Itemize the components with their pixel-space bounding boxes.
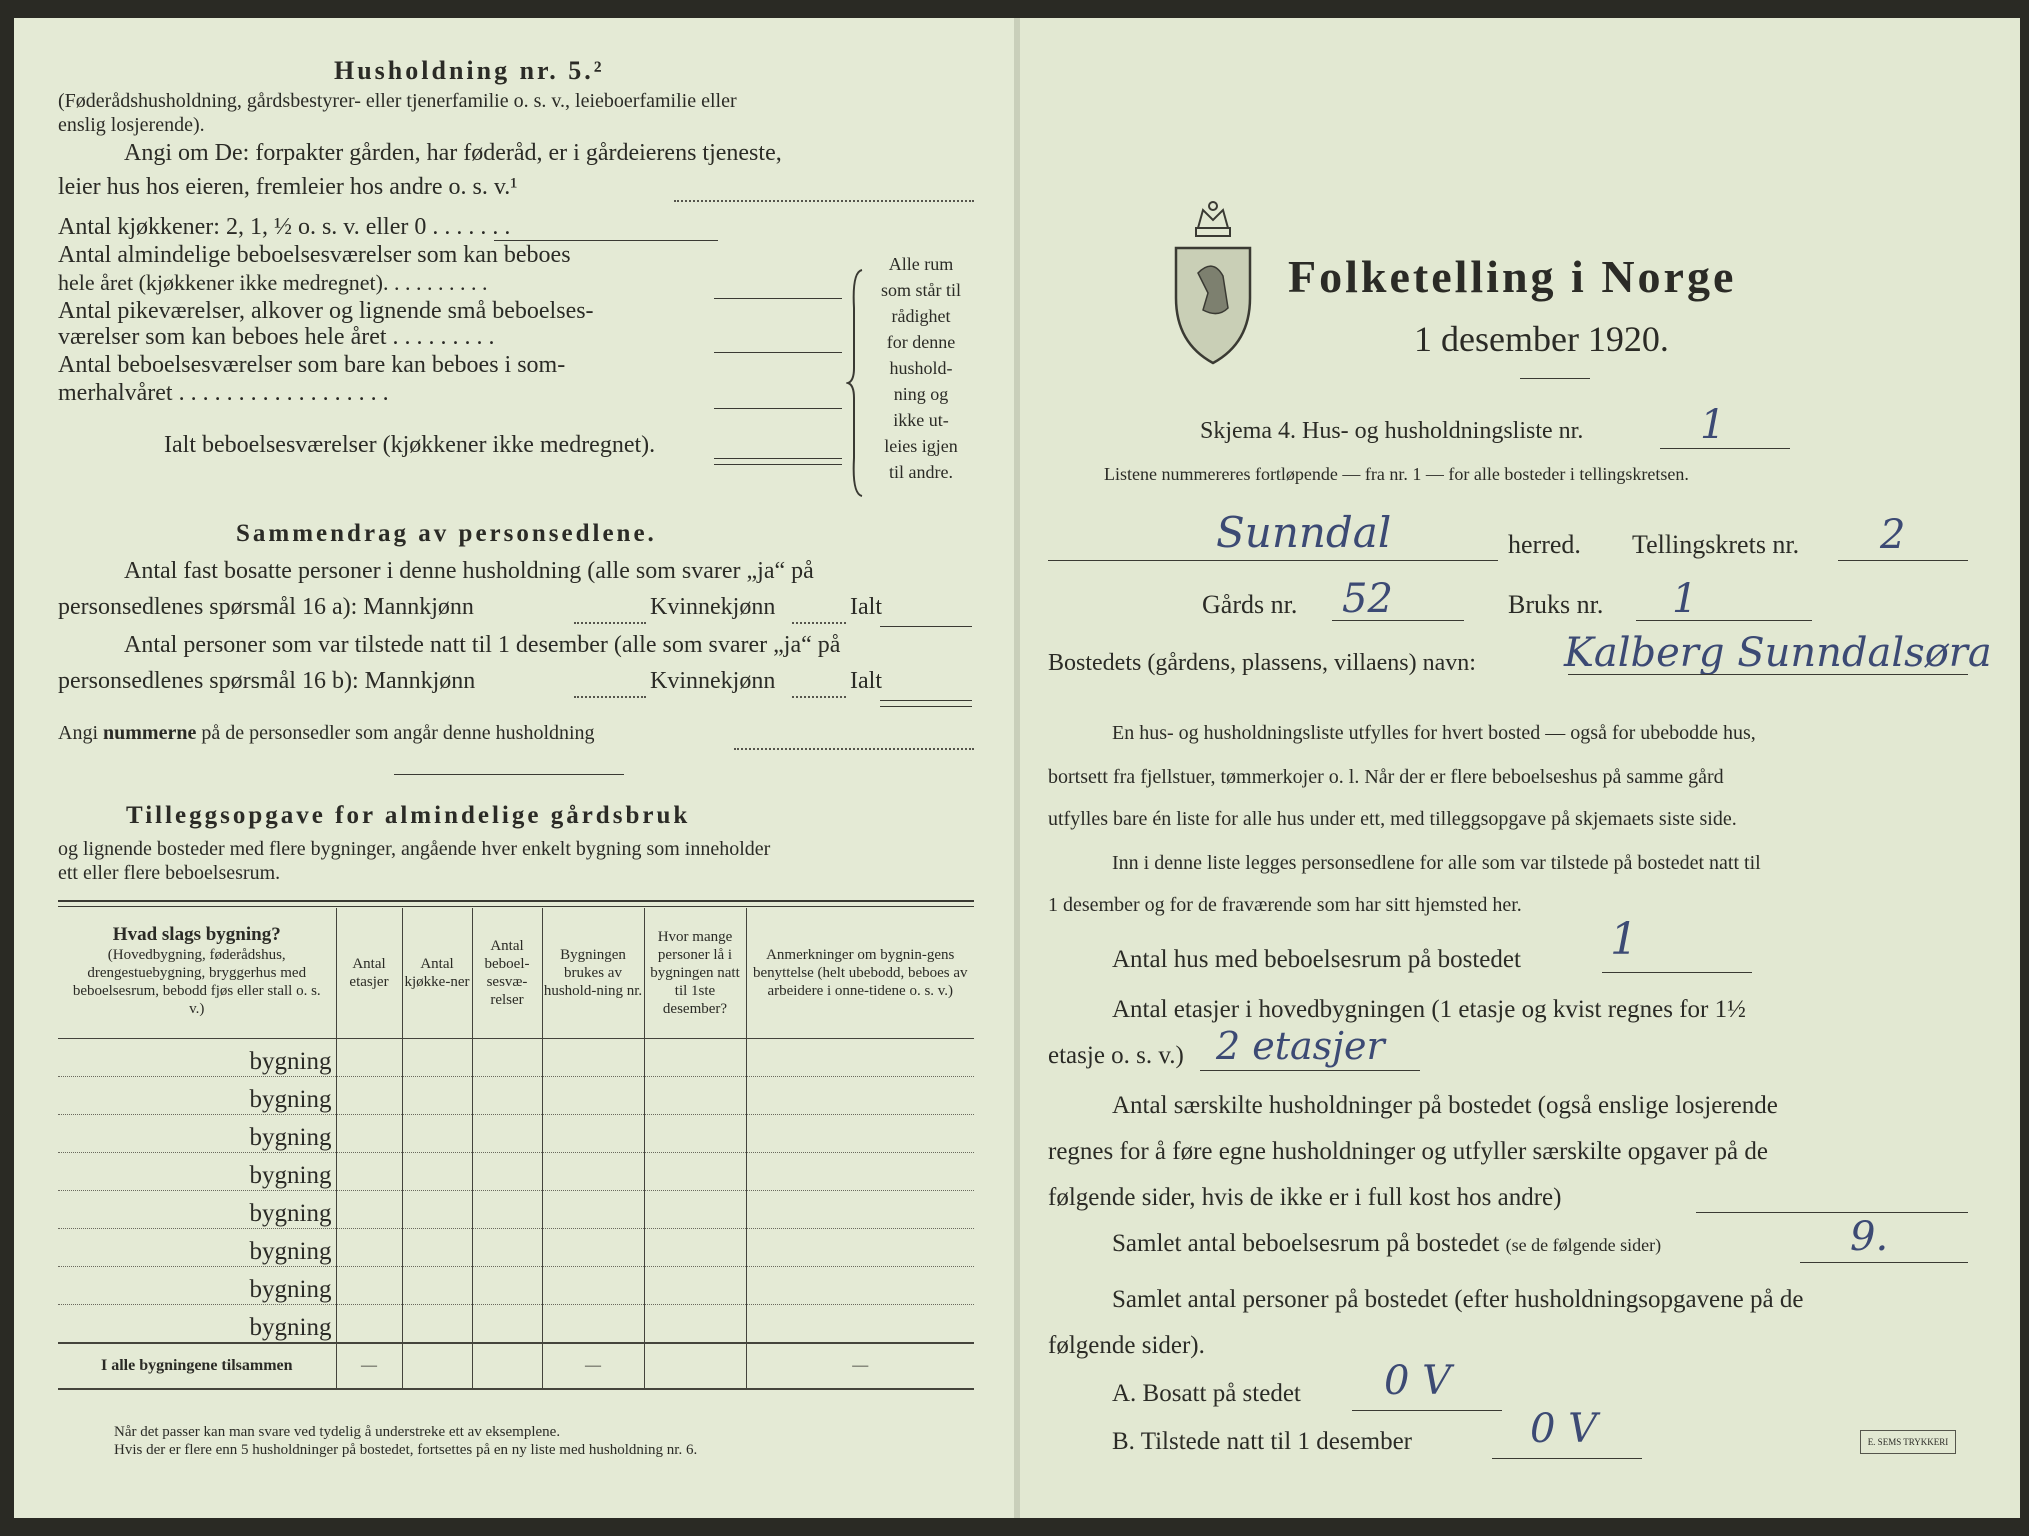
- rooms-kitchens: Antal kjøkkener: 2, 1, ½ o. s. v. eller 0 . . . . . . .: [58, 214, 511, 240]
- q-hus-label: Antal hus med beboelsesrum på bostedet: [1112, 946, 1521, 973]
- col-kitchens: Antal kjøkke-ner: [402, 908, 472, 1038]
- table-row: bygning: [58, 1190, 974, 1228]
- table-row: bygning: [58, 1152, 974, 1190]
- table-row: bygning: [58, 1114, 974, 1152]
- q-hush-line-2: regnes for å føre egne husholdninger og utfyller særskilte opgaver på de: [1048, 1138, 1768, 1165]
- a-bosatt-value: 0 V: [1384, 1358, 1452, 1404]
- coat-of-arms-icon: [1168, 198, 1258, 368]
- a-bosatt-label: A. Bosatt på stedet: [1112, 1380, 1301, 1407]
- q-etasjer-line-2: etasje o. s. v.): [1048, 1042, 1184, 1069]
- q-etasjer-value: 2 etasjer: [1216, 1024, 1385, 1068]
- side-note-line: til andre.: [889, 462, 953, 482]
- rooms-ordinary-2: hele året (kjøkkener ikke medregnet). . . . . . . . . .: [58, 270, 488, 295]
- summary-title: Sammendrag av personsedlene.: [236, 520, 657, 547]
- q-hush-line-1: Antal særskilte husholdninger på bostedet (også enslige losjerende: [1112, 1092, 1778, 1119]
- col-persons: Hvor mange personer lå i bygningen natt til 1ste desember?: [644, 908, 746, 1038]
- col-household-nr: Bygningen brukes av hushold-ning nr.: [542, 908, 644, 1038]
- footnote-2: Hvis der er flere enn 5 husholdninger på bostedet, fortsettes på en ny liste med husholdning nr. 6.: [114, 1442, 698, 1458]
- side-note-line: leies igjen: [884, 436, 958, 456]
- intro-line-4: Inn i denne liste legges personsedlene for alle som var tilstede på bostedet natt til: [1112, 852, 1761, 874]
- rooms-total: Ialt beboelsesværelser (kjøkkener ikke medregnet).: [164, 432, 656, 458]
- col-rooms: Antal beboel-sesvæ-relser: [472, 908, 542, 1038]
- skjema-line: Skjema 4. Hus- og husholdningsliste nr.: [1200, 418, 1584, 444]
- q-rum-value: 9.: [1850, 1214, 1889, 1260]
- list-number-value: 1: [1700, 402, 1726, 448]
- summary-line-2: personsedlenes spørsmål 16 a): Mannkjønn: [58, 594, 474, 620]
- kvinne-label-a: Kvinnekjønn: [650, 594, 776, 620]
- q-pers-line-1: Samlet antal personer på bostedet (efter husholdningsopgavene på de: [1112, 1286, 1804, 1313]
- table-total-row: I alle bygningene tilsammen — — —: [58, 1343, 974, 1389]
- tellingskrets-value: 2: [1880, 512, 1906, 558]
- intro-line-2: bortsett fra fjellstuer, tømmerkojer o. l. Når der er flere beboelseshus på samme gård: [1048, 766, 1724, 788]
- bosted-value: Kalberg Sunndalsøra: [1564, 630, 1992, 676]
- b-tilstede-label: B. Tilstede natt til 1 desember: [1112, 1428, 1412, 1455]
- left-page: [14, 18, 1014, 1518]
- census-title: Folketelling i Norge: [1288, 251, 1737, 302]
- census-date: 1 desember 1920.: [1414, 319, 1669, 359]
- gards-label: Gårds nr.: [1202, 590, 1298, 619]
- printer-stamp: E. SEMS TRYKKERI: [1860, 1430, 1956, 1454]
- rooms-summer-2: merhalvåret . . . . . . . . . . . . . . . . . .: [58, 380, 389, 406]
- bruks-label: Bruks nr.: [1508, 590, 1604, 619]
- building-table: [58, 908, 974, 1390]
- summary-line-3: Antal personer som var tilstede natt til 1 desember (alle som svarer „ja“ på: [124, 632, 841, 658]
- q-hush-line-3: følgende sider, hvis de ikke er i full kost hos andre): [1048, 1184, 1562, 1211]
- side-note-line: ikke ut-: [893, 410, 949, 430]
- tillegg-title: Tilleggsopgave for almindelige gårdsbruk: [126, 802, 691, 829]
- side-note-line: Alle rum: [888, 254, 954, 274]
- household-title: Husholdning nr. 5.²: [334, 56, 605, 85]
- ialt-label-a: Ialt: [850, 594, 882, 620]
- household-note-2: enslig losjerende).: [58, 114, 205, 136]
- herred-value: Sunndal: [1216, 508, 1392, 557]
- intro-line-1: En hus- og husholdningsliste utfylles for hvert bosted — også for ubebodde hus,: [1112, 722, 1756, 744]
- table-row: bygning: [58, 1228, 974, 1266]
- summary-line-4: personsedlenes spørsmål 16 b): Mannkjønn: [58, 668, 476, 694]
- angi-line-2: leier hus hos eieren, fremleier hos andre o. s. v.¹: [58, 174, 518, 200]
- ialt-label-b: Ialt: [850, 668, 882, 694]
- tillegg-line-1: og lignende bosteder med flere bygninger, angående hver enkelt bygning som inneholder: [58, 838, 771, 860]
- side-note-line: som står til: [881, 280, 961, 300]
- intro-line-3: utfylles bare én liste for alle hus under ett, med tilleggsopgave på skjemaets siste side.: [1048, 808, 1737, 830]
- side-note-line: ning og: [893, 384, 949, 404]
- summary-line-1: Antal fast bosatte personer i denne husholdning (alle som svarer „ja“ på: [124, 558, 814, 584]
- rooms-ordinary-1: Antal almindelige beboelsesværelser som kan beboes: [58, 242, 571, 268]
- right-page: [1020, 18, 2020, 1518]
- angi-line-1: Angi om De: forpakter gården, har føderåd, er i gårdeierens tjeneste,: [124, 140, 782, 166]
- rooms-small-2: værelser som kan beboes hele året . . . . . . . . .: [58, 324, 495, 350]
- tellingskrets-label: Tellingskrets nr.: [1632, 530, 1800, 559]
- q-hus-value: 1: [1610, 914, 1638, 965]
- brace-icon: [846, 268, 866, 498]
- bosted-label: Bostedets (gårdens, plassens, villaens) navn:: [1048, 650, 1476, 676]
- household-note-1: (Føderådshusholdning, gårdsbestyrer- eller tjenerfamilie o. s. v., leieboerfamilie eller: [58, 90, 737, 112]
- side-note-line: for denne: [886, 332, 956, 352]
- rooms-summer-1: Antal beboelsesværelser som bare kan beboes i som-: [58, 352, 566, 378]
- rooms-small-1: Antal pikeværelser, alkover og lignende små beboelses-: [58, 298, 594, 324]
- side-note-line: hushold-: [889, 358, 953, 378]
- side-note-line: rådighet: [891, 306, 951, 326]
- q-pers-line-2: følgende sider).: [1048, 1332, 1205, 1359]
- gards-value: 52: [1342, 576, 1393, 622]
- bruks-value: 1: [1672, 576, 1698, 622]
- angi-nummerne: Angi nummerne på de personsedler som angår denne husholdning: [58, 722, 595, 744]
- listene-note: Listene nummereres fortløpende — fra nr. 1 — for alle bosteder i tellingskretsen.: [1104, 464, 1689, 484]
- col-floors: Antal etasjer: [336, 908, 402, 1038]
- table-row: bygning: [58, 1266, 974, 1304]
- intro-line-5: 1 desember og for de fraværende som har sitt hjemsted her.: [1048, 894, 1522, 916]
- q-etasjer-line-1: Antal etasjer i hovedbygningen (1 etasje og kvist regnes for 1½: [1112, 996, 1746, 1023]
- footnote-1: Når det passer kan man svare ved tydelig å understreke ett av eksemplene.: [114, 1424, 561, 1440]
- b-tilstede-value: 0 V: [1530, 1406, 1598, 1452]
- table-row: bygning: [58, 1304, 974, 1343]
- col-remarks: Anmerkninger om bygnin-gens benyttelse (helt ubebodd, beboes av arbeidere i onne-tidene o. s. v.): [746, 908, 974, 1038]
- tillegg-line-2: ett eller flere beboelsesrum.: [58, 862, 281, 884]
- kvinne-label-b: Kvinnekjønn: [650, 668, 776, 694]
- col-building-type: Hvad slags bygning? (Hovedbygning, føderådshus, drengestuebygning, bryggerhus med beboelsesrum, bebodd fjøs eller stall o. s. v.): [72, 923, 321, 1017]
- table-row: bygning: [58, 1038, 974, 1076]
- table-row: bygning: [58, 1076, 974, 1114]
- herred-label: herred.: [1508, 530, 1581, 559]
- q-rum-label: Samlet antal beboelsesrum på bostedet (se de følgende sider): [1112, 1230, 1662, 1257]
